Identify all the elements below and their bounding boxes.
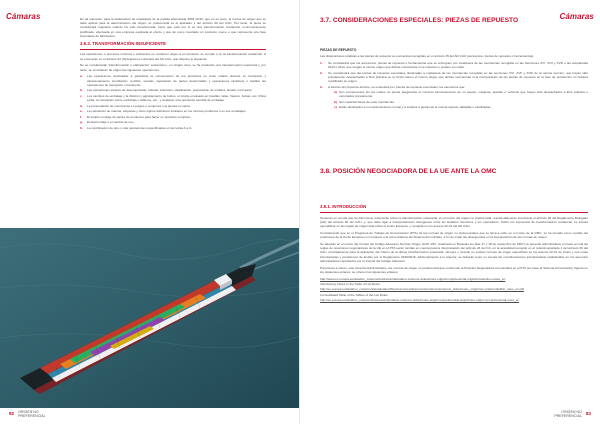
brand-name: Cámaras (6, 12, 41, 21)
intro-paragraph: Considerando que en el Programa de Trabajo de Armonización (PTA) de las normas de origen no preferenciales que se lleva a cabo en el marco de la OMC, se ha tomado como modelo las posiciones de la Unión Europea con respecto a la nomenclatura del Sistema Armonizado, a fin de evitar las divergencias en la interpretación de las normas de origen. (320, 231, 588, 240)
sub-letter: b) (334, 99, 337, 104)
list-text: Las operaciones simples de desempolvado, cribado, selección, clasificación, preparación de surtidos, lavado o troceado. (87, 88, 253, 93)
list-text: El simple montaje de partes de productos para hacer un producto completo. (87, 114, 192, 119)
sub-item (334, 100, 588, 104)
section-3-7-header (320, 17, 578, 28)
intro-paragraph: Para llevar a efecto, este Acuerdo Administrativo, las normas de origen no preferencial que conforman la Posición Negociadora Comunitaria en el PTA (en base al Sistema Armonizado), figuran en los siguientes enlaces, se ofrecen los siguientes enlaces: (320, 265, 588, 274)
right-column-bottom (320, 202, 588, 304)
heading-rule (320, 212, 588, 213)
sub-text: Son componentes sin los cuales no puede asegurarse el correcto funcionamiento de un equipo, máquina, aparato o vehículo que hayan sido despachados a libre práctica o exportados previamente. (339, 89, 588, 99)
left-column (80, 17, 266, 132)
intro-paragraph: Teniendo en cuenta que la Unión tiene reticencias sobre la transformación sustancial, en el marco del origen no preferencial, resulta altamente importante el artículo 26 del Reglamento Delegado (AD) del artículo 60 del CAU, y, que debe ligar a interpretaciones divergentes entre los Estados miembros y los operadores. Sobre los supuestos de transformación sustancial, se intenta ejemplificar en las reglas de origen lista sobre la Unión Europea, y recogida en los anexos 22-01 del AD CAU. (320, 215, 588, 229)
list-number: 3. (320, 84, 323, 89)
list-item (80, 104, 266, 108)
right-column-top (320, 46, 588, 112)
list-item (80, 109, 266, 113)
right-page (300, 0, 600, 424)
list-item (80, 88, 266, 92)
list-item (320, 71, 588, 84)
list-letter: b. (80, 88, 83, 93)
sub-letter: c) (334, 105, 337, 110)
page-number: 83 (585, 410, 591, 416)
list-text: Se considerará que los accesorios, piezas de repuesto o herramientas que se entreguen con cualquiera de las mercancías recogidas en las Secciones XVI, XVII y XVIII o las subpartidas 9113 o 9113, que tengan el mismo origen que dichas mercancías si se importan y venden con ellas. (328, 61, 588, 70)
section-heading-3-7: 3.7. CONSIDERACIONES ESPECIALES: PIEZAS DE REPUESTO (320, 17, 519, 24)
list-item (80, 74, 266, 87)
reference-links (320, 277, 588, 303)
section-heading-3-8: 3.8. POSICIÓN NEGOCIADORA DE LA UE ANTE LA OMC (320, 168, 497, 175)
page-number: 82 (9, 410, 15, 416)
repuesto-list (320, 61, 588, 109)
list-letter: d. (80, 103, 83, 108)
paragraph-1: Las operaciones o procesos mínimos o suficientes no confieren origen a un producto, se cumple o no la transformación sustancial, si se enumeran en el artículo 34 (Operaciones mínimas) del AD CAU, que dispone lo siguiente: (80, 52, 266, 61)
list-letter: e. (80, 109, 83, 114)
list-text: La colocación de marcas, etiquetas y otros signos distintivos similares en los mismos productos o en sus embalajes. (87, 109, 247, 114)
repuesto-paragraph: Las disposiciones relativas a las piezas de repuesto se encuentran recogidas en el artículo 35 del AD CAU (accesorios, piezas de repuesto o herramientas). (320, 54, 535, 59)
left-footer (6, 410, 46, 418)
list-letter: c. (80, 93, 83, 98)
list-text: Los cambios de embalaje y la división y agrupamiento de bultos, el simple envasado en botellas, latas, frascos, bolsas, etc. (Para evitar, la colocación sobre cartulinas o tableros, etc., y cualquier otra operación sencilla de embalaje. (87, 93, 266, 103)
brand-name: Cámaras (559, 12, 594, 21)
list-text: La combinación de dos o más operaciones especificadas en las letras A a G. (87, 125, 193, 130)
list-letter: a. (80, 74, 83, 79)
paragraph-2: No se considerarán 'transformación o elaboración' sustancial o, en ningún caso, se ha producido una transformación sustancial y, por tanto, se consideran de origen las siguientes operaciones: (80, 63, 266, 72)
reference-link[interactable]: http://ec.europa.eu/taxation_customs/business/calculation-customs-duties/rules-origin/nonpreferential-origin/rules-origin-non-preferential-rules_en (320, 298, 520, 303)
ship-illustration (0, 228, 300, 408)
list-number: 1. (320, 61, 323, 65)
section-heading-3-6-3: 3.6.3. TRANSFORMACIÓN INSUFICIENTE (80, 40, 167, 46)
list-text: La presentación de mercancías en juegos o conjuntos o la puesta en venta. (87, 103, 191, 108)
list-item (80, 126, 266, 130)
footer-tag (18, 410, 46, 418)
intro-paragraph: Se adoptan en el marco del Comité del Código Aduanero Normas Origen (CAP 1/97, celebrado en Bruselas los días 17 y 18 de noviembre de 1997) un acuerdo administrativo en base al cual las reglas de posiciones negociadoras de la UE en el PTA serán tenidas en cuenta para la interpretación del artículo 24 del CA, en la actualidad recogido en el referido apartado 1 del artículo 60 del CAU, principalmente para la aplicación del criterio de la última transformación sustancial, siempre y cuando no existan normas de origen específicas en los anexos 22-01 de Unión y sus notas introductorias y precisiones de ámbito por el Reglamento 2446/2015. Adicionalmente a lo anterior, se deberán tener en cuenta las consideraciones interpretativas establecidas en los acuerdos administrativos aprobados por el Comité del Código Aduanero. (320, 242, 588, 263)
footer-line1: ORIGEN NO (561, 409, 582, 414)
sub-item (334, 90, 588, 98)
sub-text: Están destinados a su mantenimiento normal y a sustituir a piezas de la misma especie dañadas o inutilizadas. (339, 105, 492, 110)
list-letter: f. (80, 114, 82, 119)
list-item (320, 85, 588, 110)
list-item (80, 115, 266, 119)
reference-label: Introductory Notes to the Table of List Rules (320, 282, 380, 286)
brand-logo (6, 12, 41, 21)
list-item (320, 61, 588, 69)
container-ship-photo (0, 228, 300, 408)
list-text: Las operaciones destinadas a garantizar la conservación de los productos en buen estado durante su transporte y almacenamiento (ventilación, tendido, secado, separación de partes deterioradas y operaciones similares) o facilitar las operaciones de transporte o transporte. (87, 74, 266, 87)
right-footer (554, 410, 594, 418)
list-item (80, 120, 266, 124)
list-number: 2. (320, 70, 323, 75)
reference-link[interactable]: http://www.ec.europa.eu/taxation_customs/business/calculation-customs-duties/rules-origin/nonpreferential-origin/introduction-notes_en (320, 276, 506, 281)
sub-letter: a) (334, 89, 337, 94)
footer-line2: PREFERENCIAL (18, 413, 46, 418)
section-heading-3-8-1: 3.8.1. INTRODUCCIÓN (320, 204, 367, 209)
list-text: Se considerará que las piezas de repuesto esenciales destinadas a cualquiera de las mercancías recogidas en las secciones XVI, XVII y XVIII de la misma sección, que hayan sido previamente despachadas a libre práctica en la Unión tienen el mismo origen que dichas mercancías si la incorporación de las piezas de repuesto en la fase de producción no hubiera modificado su origen. (328, 70, 588, 84)
intro-paragraph: En tal supuesto, para la elaboración de estadística de la partida arancelaria 3002.19.90, que no es texto, la norma de origen que se debe aplicar para la determinación del origen no preferencial es el apartado 1 del artículo 60 del CAU. Por tanto, la pieza se considerará originaria cuando ha sido transformada, fuera que esta por si es una transformación sustancial, económicamente justificada, efectuada en una empresa equipada al efecto y que dé como resultado un producto nuevo o que represente una fase importante de fabricación. (80, 17, 266, 38)
repuesto-label: PIEZAS DE REPUESTO (320, 48, 357, 52)
list-text: A efectos del presente artículo, se entenderá por 'piezas de repuesto esenciales' los elementos que: (328, 84, 466, 89)
footer-tag (554, 410, 582, 418)
reference-label: Consolidated Table of the Tables of the List Rules (320, 292, 388, 297)
sub-text: Son características de esas mercancías. (339, 99, 395, 104)
operations-list (80, 74, 266, 129)
footer-line2: PREFERENCIAL (554, 413, 582, 418)
heading-rule (80, 49, 266, 50)
section-3-8-header (320, 168, 578, 179)
list-item (80, 94, 266, 102)
reference-link[interactable]: http://ec.europa.eu/taxation_customs/sites/taxation/files/resources/documents/customs/customs_duties/rules_origin/non-preferential/list_rules_en.pdf (320, 287, 524, 292)
list-text: El desmontaje o el cambio de uso. (87, 120, 135, 125)
sub-list (334, 90, 588, 109)
list-letter: h. (80, 125, 83, 130)
sub-item (334, 105, 588, 109)
footer-line1: ORIGEN NO (18, 409, 39, 414)
list-letter: g. (80, 120, 83, 125)
